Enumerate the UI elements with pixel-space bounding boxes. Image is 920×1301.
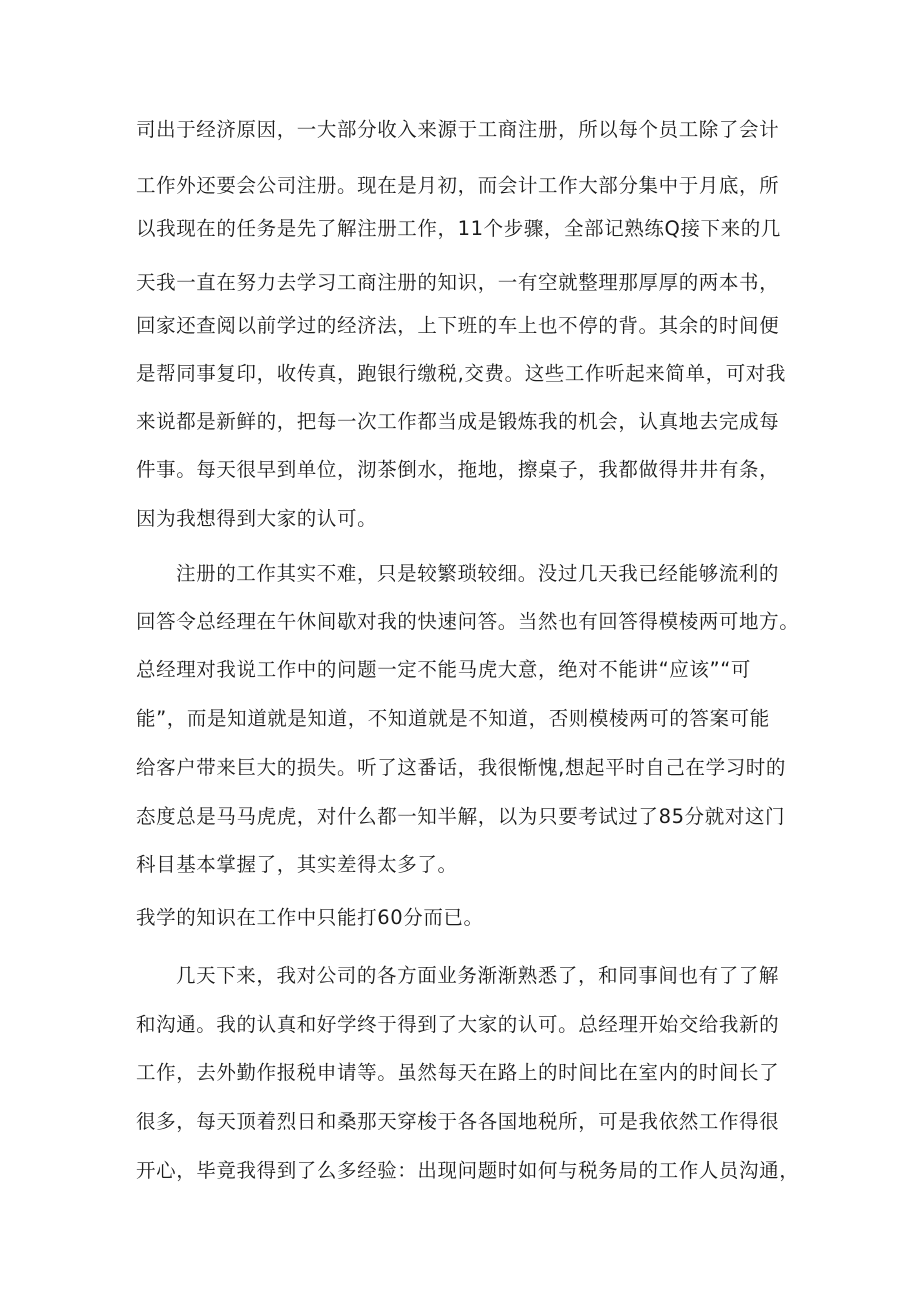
text-line: 给客户带来巨大的损失。听了这番话，我很惭愧,想起平时自己在学习时的 [136, 756, 786, 779]
text-line: 很多，每天顶着烈日和桑那天穿梭于各各国地税所，可是我依然工作得很 [136, 1110, 780, 1133]
text-line: 回答令总经理在午休间歇对我的快速问答。当然也有回答得模棱两可地方。 [136, 610, 800, 633]
text-line: 能”，而是知道就是知道，不知道就是不知道，否则模棱两可的答案可能 [136, 707, 770, 730]
text-line: 工作外还要会公司注册。现在是月初，而会计工作大部分集中于月底，所 [136, 174, 780, 197]
text-line: 以我现在的任务是先了解注册工作，11个步骤，全部记熟练Q接下来的几 [136, 217, 781, 240]
text-line: 和沟通。我的认真和好学终于得到了大家的认可。总经理开始交给我新的 [136, 1013, 780, 1036]
text-line: 件事。每天很早到单位，沏茶倒水，拖地，擦桌子，我都做得井井有条， [136, 458, 780, 481]
text-line: 司出于经济原因，一大部分收入来源于工商注册，所以每个员工除了会计 [136, 118, 780, 141]
text-line: 科目基本掌握了，其实差得太多了。 [136, 853, 458, 876]
paragraph-first-line: 几天下来，我对公司的各方面业务渐渐熟悉了，和同事间也有了了解 [176, 964, 780, 987]
text-line: 工作，去外勤作报税申请等。虽然每天在路上的时间比在室内的时间长了 [136, 1061, 780, 1084]
text-line: 因为我想得到大家的认可。 [136, 507, 378, 530]
text-line: 来说都是新鲜的，把每一次工作都当成是锻炼我的机会，认真地去完成每 [136, 410, 780, 433]
paragraph-first-line: 注册的工作其实不难，只是较繁琐较细。没过几天我已经能够流利的 [176, 562, 780, 585]
text-line: 是帮同事复印，收传真，跑银行缴税,交费。这些工作听起来简单，可对我 [136, 362, 786, 385]
text-line: 回家还查阅以前学过的经济法，上下班的车上也不停的背。其余的时间便 [136, 314, 780, 337]
text-line: 总经理对我说工作中的问题一定不能马虎大意，绝对不能讲“应该”“可 [136, 658, 752, 681]
text-line: 天我一直在努力去学习工商注册的知识，一有空就整理那厚厚的两本书， [136, 271, 780, 294]
paragraph-line: 我学的知识在工作中只能打60分而已。 [136, 906, 484, 929]
text-line: 开心，毕竟我得到了么多经验：出现问题时如何与税务局的工作人员沟通， [136, 1159, 800, 1182]
text-line: 态度总是马马虎虎，对什么都一知半解，以为只要考试过了85分就对这门 [136, 805, 786, 828]
